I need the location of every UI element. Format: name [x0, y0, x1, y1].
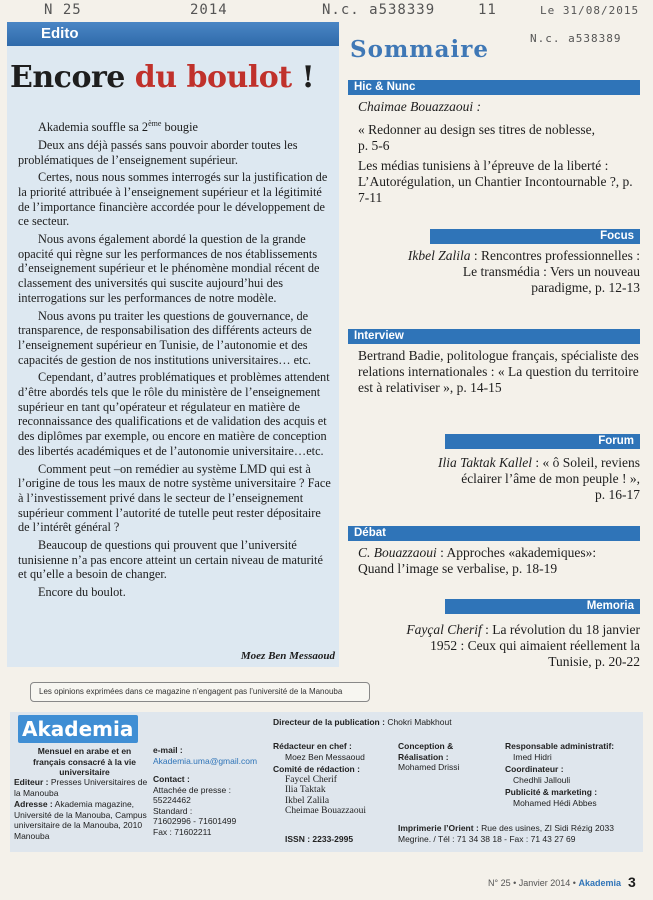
masthead-directeur — [273, 717, 633, 728]
masthead-editeur — [14, 777, 149, 798]
focus-author: Ikbel Zalila — [407, 248, 471, 263]
resp-value: Imed Hidri — [513, 751, 552, 762]
memoria-line-3: Tunisie, p. 20-22 — [548, 653, 640, 669]
coord-value: Chedhli Jallouli — [513, 774, 571, 785]
adresse-label: Adresse : — [14, 799, 53, 809]
memoria-line-1: : La révolution du 18 janvier — [481, 622, 640, 637]
comite-member: Ilia Taktak — [285, 785, 326, 795]
masthead-tagline — [22, 746, 147, 778]
masthead-issn — [285, 834, 395, 845]
focus-line-2: Le transmédia : Vers un nouveau — [462, 263, 640, 279]
masthead-imprimerie — [398, 823, 638, 844]
edito-paragraph — [18, 117, 334, 135]
focus-item[interactable] — [358, 248, 640, 295]
masthead-adresse — [14, 799, 149, 841]
hic-author-name: Chaimae Bouazzaoui : — [358, 99, 481, 114]
adresse-value: Akademia magazine, Université de la Manouba, Campus universitaire de la Manouba, 2010 Manouba — [14, 799, 147, 841]
sommaire-title: Sommaire — [350, 36, 490, 63]
handwritten-mark: 11 — [478, 2, 497, 18]
akademia-logo — [18, 715, 138, 743]
handwritten-issue-number: N 25 — [44, 2, 82, 18]
comite-member: Ikbel Zalila — [285, 795, 330, 806]
attache-number: 55224462 — [153, 795, 191, 805]
page-number: 3 — [628, 874, 636, 890]
conception-label: Conception & Réalisation : — [398, 741, 454, 762]
forum-item[interactable] — [358, 455, 640, 502]
edito-tab-label: Edito — [41, 25, 79, 42]
debat-line-2: Quand l’image se verbalise, p. 18-19 — [358, 560, 558, 576]
edito-paragraph: Nous avons également abordé la question de la grande opacité qui règne sur les performances de nos établissements d’enseignement supérieur et le phénomène mondial récent de classement des universités qui suscite aujourd’hui des interrogations sur les performances de notre modèle. — [18, 232, 320, 305]
directeur-value: Chokri Mabkhout — [387, 717, 452, 727]
focus-line-3: paradigme, p. 12-13 — [531, 279, 640, 295]
editeur-label: Editeur : — [14, 777, 49, 787]
edito-title-black: Encore — [10, 60, 135, 95]
resp-label: Responsable administratif: — [505, 741, 615, 751]
redac-label: Rédacteur en chef : — [273, 741, 352, 751]
edito-paragraph: Cependant, d’autres problématiques et problèmes attendent d’être abordés tels que le rôle du ministère de l’enseignement supérieur en tant qu’opérateur et régulateur en matière de reconnaissance des qualifications et de validation des acquis et des diplômes par exemple, ou encore en matière de conception des libertés académiques et de l’autonomie universitaire…etc. — [18, 370, 330, 458]
forum-line-3: p. 16-17 — [595, 486, 640, 502]
hic-author — [358, 99, 640, 115]
masthead-admin — [505, 741, 640, 808]
edito-paragraph: Comment peut –on remédier au système LMD qui est à l’origine de tous les maux de notre système universitaire ? Face à l’investissement privé dans le secteur de l’enseignement supérieur comment l’autorité de tutelle peut rester dépositaire de l’intérêt général ? — [18, 461, 331, 535]
edito-title-red: du boulot — [134, 60, 292, 95]
standard-label: Standard : — [153, 805, 193, 816]
edito-paragraph: Deux ans déjà passés sans pouvoir aborder toutes les problématiques de l’enseignement supérieur. — [18, 137, 298, 167]
imprimerie-label: Imprimerie l’Orient : — [398, 823, 479, 833]
edito-tab — [7, 22, 339, 46]
forum-line-2: éclairer l’âme de mon peuple ! », — [461, 470, 640, 486]
section-bar-memoria: Memoria — [445, 599, 640, 614]
section-bar-debat: Débat — [348, 526, 640, 541]
edito-paragraph: Encore du boulot. — [38, 585, 126, 600]
section-bar-hic-nunc: Hic & Nunc — [348, 80, 640, 95]
debat-item[interactable] — [358, 545, 640, 577]
redac-value: Moez Ben Messaoud — [285, 751, 365, 762]
comite-member: Faycel Cherif — [285, 774, 337, 785]
coord-label: Coordinateur : — [505, 764, 564, 774]
handwritten-catalog-number-2: N.c. a538389 — [530, 32, 622, 45]
memoria-line-2: 1952 : Ceux qui aimaient réellement la — [430, 637, 640, 653]
memoria-author: Fayçal Cherif — [406, 622, 482, 637]
tagline-text: Mensuel en arabe et en français consacré à la vie universitaire — [32, 746, 136, 777]
edito-p1-sup: ème — [148, 119, 162, 128]
disclaimer: Les opinions exprimées dans ce magazine n’engagent pas l’université de la Manouba — [30, 682, 370, 702]
fax-number: Fax : 71602211 — [153, 826, 212, 837]
focus-line-1: : Rencontres professionnelles : — [470, 248, 640, 263]
edito-signature: Moez Ben Messaoud — [240, 650, 335, 662]
footer-issue: N° 25 • Janvier 2014 • — [488, 878, 579, 888]
editeur-value: Presses Universitaires de la Manouba — [14, 777, 148, 798]
email-link[interactable]: Akademia.uma@gmail.com — [153, 755, 258, 766]
masthead-contact — [153, 745, 268, 837]
edito-body — [18, 117, 334, 603]
debat-line-1: : Approches «akademiques»: — [436, 545, 597, 560]
hic-item-1[interactable]: « Redonner au design ses titres de noblesse, p. 5-6 — [358, 122, 595, 153]
comite-label: Comité de rédaction : — [273, 764, 360, 774]
forum-line-1: : « ô Soleil, reviens — [532, 455, 640, 470]
section-bar-focus: Focus — [430, 229, 640, 244]
handwritten-catalog-number: N.c. a538339 — [322, 2, 436, 18]
section-bar-interview: Interview — [348, 329, 640, 344]
memoria-item[interactable] — [352, 622, 640, 669]
attache-label: Attachée de presse : — [153, 784, 231, 795]
edito-p1-end: bougie — [161, 120, 198, 135]
edito-p1-text: Akademia souffle sa 2 — [38, 120, 149, 135]
contact-label: Contact : — [153, 774, 190, 784]
edito-title-end: ! — [291, 60, 315, 95]
masthead-conception — [398, 741, 488, 773]
edito-paragraph: Certes, nous nous sommes interrogés sur la justification de la priorité attribuée à l’enseignement supérieur et la légitimité de l’importance financière accordée pour le développement de ce secteur. — [18, 170, 328, 229]
handwritten-year: 2014 — [190, 2, 228, 18]
pub-value: Mohamed Hédi Abbes — [513, 797, 597, 808]
masthead-redaction — [273, 741, 393, 817]
edito-paragraph: Nous avons pu traiter les questions de gouvernance, de transparence, de responsabilisation des différents acteurs de l’enseignement supérieur en Tunisie, de l’autonomie et des capacités de gestion de nos institutions universitaires… etc. — [18, 308, 312, 367]
handwritten-date: Le 31/08/2015 — [540, 4, 640, 17]
logo-text: Akademia — [22, 717, 134, 741]
page-footer — [488, 878, 621, 888]
debat-author: C. Bouazzaoui — [358, 545, 437, 560]
interview-item[interactable]: Bertrand Badie, politologue français, spécialiste des relations internationales : « La question du territoire est à relativiser », p. 14-15 — [358, 348, 639, 395]
standard-number: 71602996 - 71601499 — [153, 816, 237, 826]
issn-value: ISSN : 2233-2995 — [285, 834, 354, 844]
footer-brand: Akademia — [578, 878, 621, 888]
conception-value: Mohamed Drissi — [398, 762, 460, 772]
section-bar-forum: Forum — [445, 434, 640, 449]
hic-item-2[interactable]: Les médias tunisiens à l’épreuve de la liberté : L’Autorégulation, un Chantier Incontournable ?, p. 7-11 — [358, 158, 633, 205]
forum-author: Ilia Taktak Kallel — [438, 455, 532, 470]
email-label: e-mail : — [153, 745, 183, 755]
edito-paragraph: Beaucoup de questions qui prouvent que l’université tunisienne n’a pas encore atteint un certain niveau de maturité et qu’elle a besoin de changer. — [18, 538, 323, 582]
imprimerie-value: Rue des usines, ZI Sidi Rézig 2033 Megrine. / Tél : 71 34 38 18 - Fax : 71 43 27 69 — [398, 823, 614, 844]
directeur-label: Directeur de la publication : — [273, 717, 385, 727]
edito-title — [10, 60, 314, 95]
pub-label: Publicité & marketing : — [505, 787, 598, 797]
comite-member: Cheimae Bouazzaoui — [285, 806, 366, 816]
